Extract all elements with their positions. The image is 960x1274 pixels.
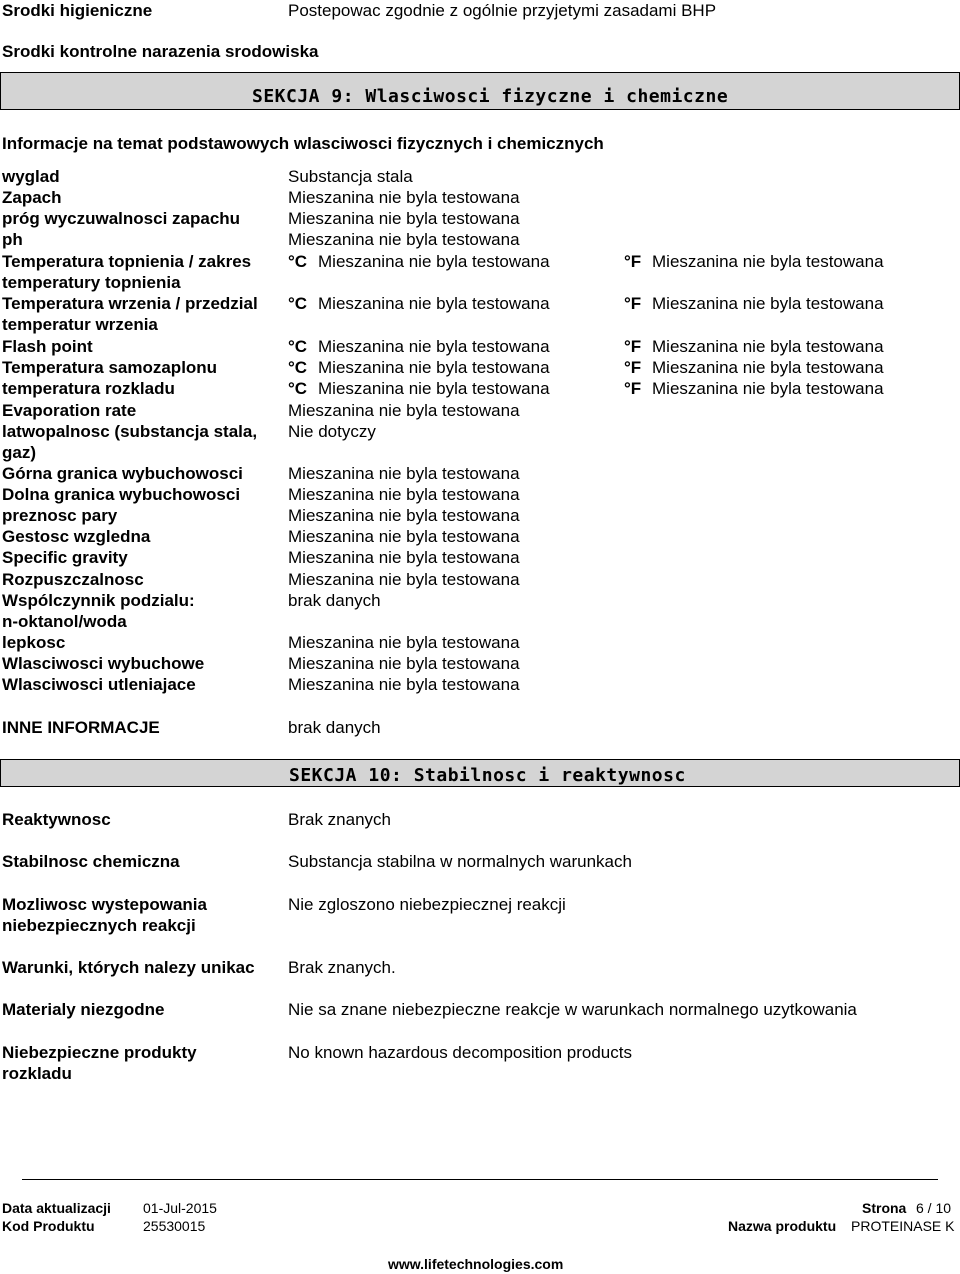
hygiene-value: Postepowac zgodnie z ogólnie przyjetymi zasadami BHP [288,1,717,20]
property-value: Mieszanina nie byla testowana [288,230,520,249]
page-number: 6 / 10 [916,1200,952,1216]
other-info-label: INNE INFORMACJE [2,718,160,737]
stability-label: Niebezpieczne produkty [2,1043,197,1062]
property-label: Flash point [2,337,93,356]
property-label: Evaporation rate [2,401,137,420]
property-value: Nie dotyczy [288,422,376,441]
property-value: Mieszanina nie byla testowana [318,358,550,377]
property-value: Mieszanina nie byla testowana [318,294,550,313]
property-label: Wlasciwosci utleniajace [2,675,196,694]
unit-fahrenheit: °F [624,358,642,377]
stability-label: Mozliwosc wystepowania [2,895,207,914]
stability-label: Materialy niezgodne [2,1000,165,1019]
unit-fahrenheit: °F [624,294,642,313]
property-label: Zapach [2,188,62,207]
property-label-cont: n-oktanol/woda [2,612,127,631]
property-label: lepkosc [2,633,66,652]
property-value: Mieszanina nie byla testowana [288,506,520,525]
property-value-f: Mieszanina nie byla testowana [652,379,884,398]
date-value: 01-Jul-2015 [143,1200,217,1216]
property-value: Mieszanina nie byla testowana [288,527,520,546]
stability-label: Warunki, których nalezy unikac [2,958,255,977]
property-label: Gestosc wzgledna [2,527,151,546]
stability-value: Brak znanych [288,810,391,829]
section9-subtitle: Informacje na temat podstawowych wlasciwosci fizycznych i chemicznych [2,134,604,153]
section9-title: SEKCJA 9: Wlasciwosci fizyczne i chemiczne [252,86,729,107]
env-controls-label: Srodki kontrolne narazenia srodowiska [2,42,319,61]
property-value-f: Mieszanina nie byla testowana [652,337,884,356]
property-label-cont: temperatury topnienia [2,273,181,292]
website-link[interactable]: www.lifetechnologies.com [388,1256,564,1272]
property-value: Mieszanina nie byla testowana [288,401,520,420]
stability-value: Brak znanych. [288,958,396,977]
stability-label-cont: niebezpiecznych reakcji [2,916,196,935]
property-value: Mieszanina nie byla testowana [318,379,550,398]
footer-rule [22,1179,938,1180]
property-value: Mieszanina nie byla testowana [288,188,520,207]
property-label: latwopalnosc (substancja stala, [2,422,258,441]
property-label: Górna granica wybuchowosci [2,464,243,483]
property-label: Temperatura wrzenia / przedzial [2,294,258,313]
property-value: Mieszanina nie byla testowana [288,675,520,694]
property-label: próg wyczuwalnosci zapachu [2,209,241,228]
property-label: Temperatura samozaplonu [2,358,218,377]
stability-value: No known hazardous decomposition products [288,1043,632,1062]
property-value: Mieszanina nie byla testowana [288,485,520,504]
property-value: Mieszanina nie byla testowana [288,464,520,483]
product-code-value: 25530015 [143,1218,206,1234]
property-label: wyglad [2,167,60,186]
property-label: ph [2,230,23,249]
property-value: Mieszanina nie byla testowana [318,337,550,356]
property-value: Mieszanina nie byla testowana [288,548,520,567]
product-name-label: Nazwa produktu [728,1218,837,1234]
hygiene-label: Srodki higieniczne [2,1,153,20]
stability-value: Nie zgloszono niebezpiecznej reakcji [288,895,566,914]
unit-fahrenheit: °F [624,379,642,398]
property-label: Dolna granica wybuchowosci [2,485,241,504]
property-label-cont: gaz) [2,443,36,462]
property-value: Mieszanina nie byla testowana [318,252,550,271]
unit-celsius: °C [288,337,308,356]
page-label: Strona [862,1200,907,1216]
property-label: preznosc pary [2,506,118,525]
property-label: Wspólczynnik podzialu: [2,591,195,610]
section9-bar [0,72,960,110]
unit-fahrenheit: °F [624,337,642,356]
property-value: Substancja stala [288,167,413,186]
property-value: Mieszanina nie byla testowana [288,570,520,589]
property-value: brak danych [288,591,381,610]
stability-label: Reaktywnosc [2,810,111,829]
section10-title: SEKCJA 10: Stabilnosc i reaktywnosc [289,765,686,786]
unit-celsius: °C [288,252,308,271]
stability-value: Substancja stabilna w normalnych warunkach [288,852,632,871]
property-value: Mieszanina nie byla testowana [288,654,520,673]
stability-value: Nie sa znane niebezpieczne reakcje w warunkach normalnego uzytkowania [288,1000,857,1019]
property-label: temperatura rozkladu [2,379,175,398]
property-value-f: Mieszanina nie byla testowana [652,294,884,313]
stability-label: Stabilnosc chemiczna [2,852,180,871]
property-value: Mieszanina nie byla testowana [288,633,520,652]
property-label-cont: temperatur wrzenia [2,315,158,334]
property-value-f: Mieszanina nie byla testowana [652,358,884,377]
property-value-f: Mieszanina nie byla testowana [652,252,884,271]
unit-celsius: °C [288,379,308,398]
property-label: Wlasciwosci wybuchowe [2,654,205,673]
unit-fahrenheit: °F [624,252,642,271]
property-label: Temperatura topnienia / zakres [2,252,252,271]
product-name-value: PROTEINASE K [851,1218,955,1234]
other-info-value: brak danych [288,718,381,737]
section10-bar [0,759,960,787]
date-label: Data aktualizacji [2,1200,111,1216]
product-code-label: Kod Produktu [2,1218,95,1234]
stability-label-cont: rozkladu [2,1064,72,1083]
property-label: Rozpuszczalnosc [2,570,144,589]
property-label: Specific gravity [2,548,128,567]
unit-celsius: °C [288,294,308,313]
unit-celsius: °C [288,358,308,377]
property-value: Mieszanina nie byla testowana [288,209,520,228]
